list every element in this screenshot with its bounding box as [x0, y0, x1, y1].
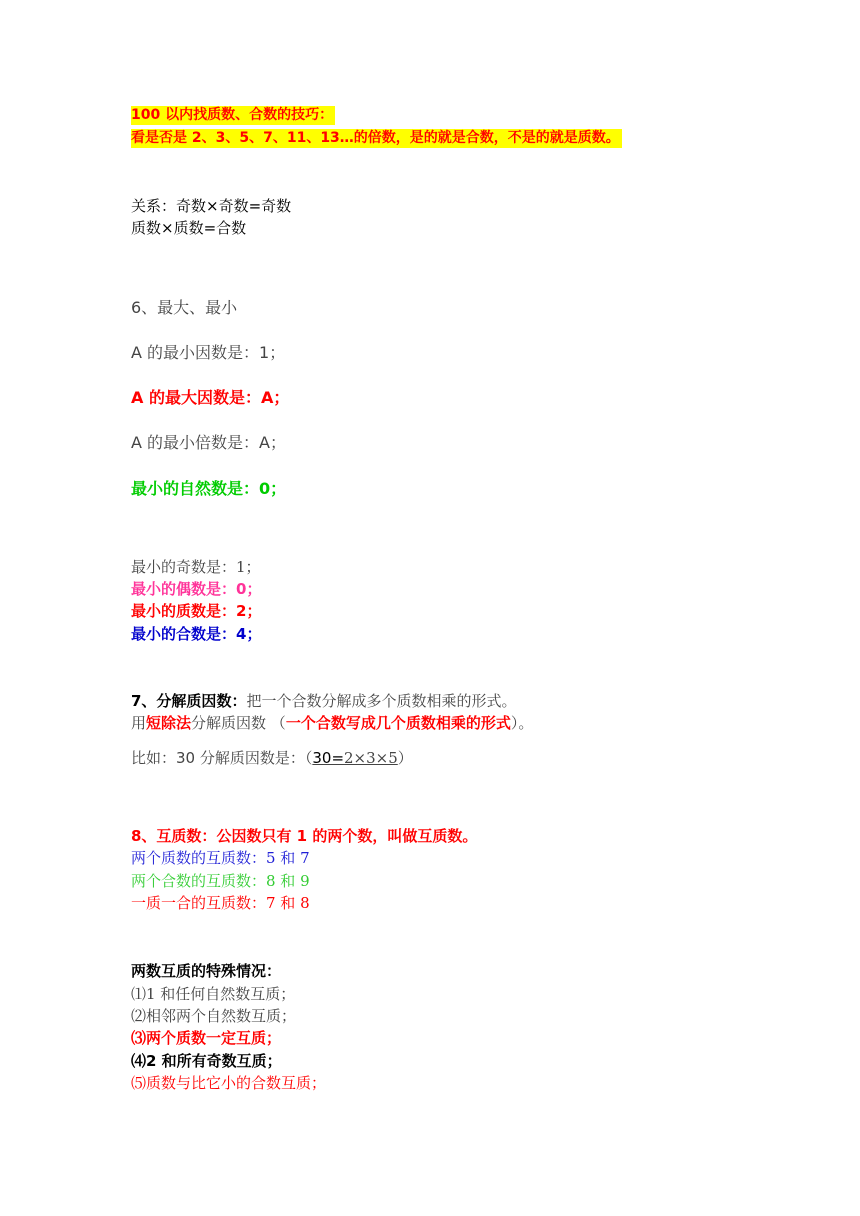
- relation-line-2: 质数×质数=合数: [131, 219, 247, 237]
- method-prefix: 用: [131, 714, 147, 732]
- special-item-1: ⑴1 和任何自然数互质；: [131, 985, 296, 1003]
- special-item-2: ⑵相邻两个自然数互质；: [131, 1007, 297, 1025]
- method-middle: 分解质因数 （: [191, 714, 286, 732]
- a-min-factor: A 的最小因数是：1；: [131, 343, 286, 362]
- section7-heading-bold: 7、分解质因数：: [131, 692, 247, 710]
- example-value-left: 30=: [312, 749, 345, 767]
- coprime-prime-composite: 一质一合的互质数：7 和 8: [131, 894, 310, 912]
- special-item-4: ⑷2 和所有奇数互质；: [131, 1052, 282, 1070]
- example-value: [312, 749, 397, 767]
- section7-example: [131, 748, 413, 768]
- coprime-two-primes: 两个质数的互质数：5 和 7: [131, 849, 310, 867]
- min-prime: 最小的质数是：2；: [131, 602, 262, 620]
- section6-heading: 6、最大、最小: [131, 298, 238, 317]
- min-odd: 最小的奇数是：1；: [131, 558, 261, 576]
- tips-title-line: [131, 105, 335, 125]
- tips-title: 100 以内找质数、合数的技巧：: [131, 107, 334, 123]
- a-max-factor: A 的最大因数是：A；: [131, 388, 290, 407]
- relation-line-1: 关系：奇数×奇数=奇数: [131, 197, 292, 215]
- example-prefix: 比如：30 分解质因数是：（: [131, 749, 313, 767]
- coprime-two-composites: 两个合数的互质数：8 和 9: [131, 872, 310, 890]
- special-item-3: ⑶两个质数一定互质；: [131, 1029, 282, 1047]
- a-min-multiple: A 的最小倍数是：A；: [131, 433, 286, 452]
- method-highlight: 一个合数写成几个质数相乘的形式: [285, 714, 511, 732]
- method-suffix: ）。: [510, 714, 534, 732]
- section8-heading: 8、互质数：公因数只有 1 的两个数，叫做互质数。: [131, 827, 478, 845]
- tips-body: 看是否是 2、3、5、7、11、13…的倍数，是的就是合数，不是的就是质数。: [131, 130, 620, 146]
- example-suffix: ）: [397, 749, 413, 767]
- section7-heading-rest: 把一个合数分解成多个质数相乘的形式。: [246, 692, 517, 710]
- section7-method: [131, 713, 533, 733]
- example-value-right: 2×3×5: [344, 749, 398, 767]
- special-item-5: ⑸质数与比它小的合数互质；: [131, 1074, 327, 1092]
- min-composite: 最小的合数是：4；: [131, 625, 262, 643]
- min-even: 最小的偶数是：0；: [131, 580, 262, 598]
- tips-body-line: [131, 128, 622, 148]
- method-name: 短除法: [146, 714, 192, 732]
- special-heading: 两数互质的特殊情况：: [131, 962, 282, 980]
- section7-heading: [131, 691, 516, 711]
- min-natural-number: 最小的自然数是：0；: [131, 479, 287, 498]
